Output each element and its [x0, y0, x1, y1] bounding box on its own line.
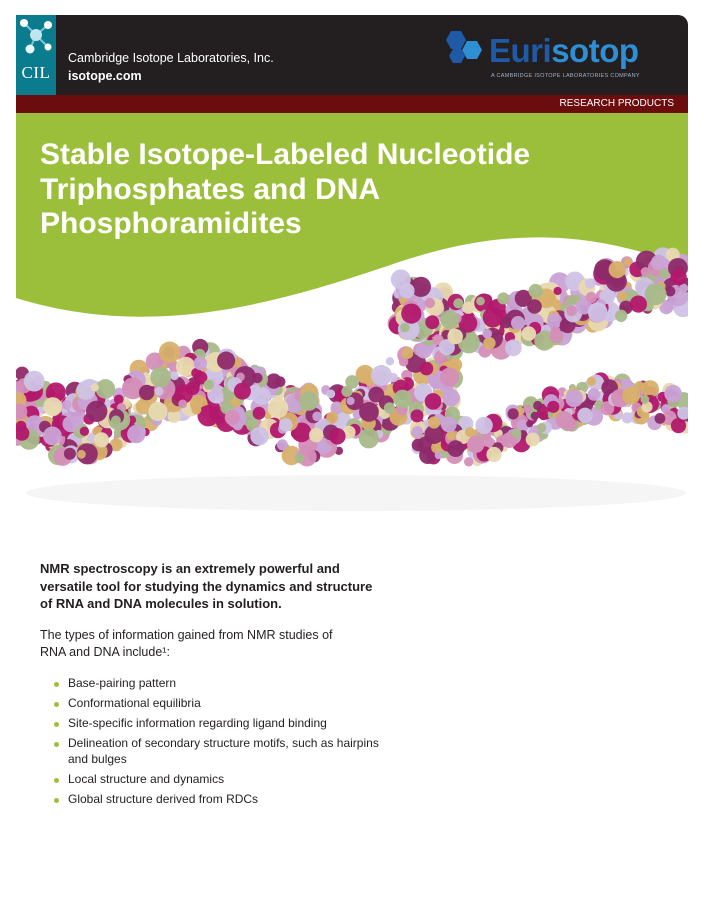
dna-atom-sphere — [400, 323, 409, 332]
dna-atom-sphere — [467, 436, 484, 453]
list-item — [54, 792, 384, 808]
dna-atom-sphere — [279, 418, 292, 431]
dna-atom-sphere — [294, 453, 304, 463]
dna-atom-sphere — [622, 412, 633, 423]
dna-atom-sphere — [641, 395, 650, 404]
dna-atom-sphere — [442, 389, 460, 407]
dna-atom-sphere — [505, 339, 522, 356]
dna-atom-sphere — [554, 287, 562, 295]
dna-atom-sphere — [483, 337, 495, 349]
dna-atom-sphere — [447, 440, 464, 457]
intro-paragraph: NMR spectroscopy is an extremely powerful and versatile tool for studying the dynamics and structure of RNA and DNA molecules in solution. — [40, 561, 373, 611]
dna-atom-sphere — [402, 347, 414, 359]
dna-atom-sphere — [24, 371, 45, 392]
dna-atom-sphere — [585, 278, 595, 288]
dna-atom-sphere — [234, 383, 251, 400]
eurisotop-logo[interactable] — [441, 29, 681, 85]
dna-atom-sphere — [359, 402, 379, 422]
company-name: Cambridge Isotope Laboratories, Inc. — [68, 51, 274, 65]
dna-atom-sphere — [537, 423, 546, 432]
list-item — [54, 772, 384, 788]
eurisotop-wordmark-part2: sotop — [551, 32, 639, 69]
dna-atom-sphere — [566, 305, 577, 316]
dna-atom-sphere — [465, 427, 475, 437]
dna-atom-sphere — [43, 397, 62, 416]
dna-atom-sphere — [475, 417, 492, 434]
dna-atom-sphere — [191, 405, 201, 415]
types-intro-paragraph: The types of information gained from NMR studies of RNA and DNA include¹: — [40, 628, 333, 659]
list-item — [54, 716, 384, 732]
dna-atom-sphere — [464, 457, 473, 466]
bullet-dot-icon — [54, 778, 59, 783]
dna-atom-sphere — [663, 302, 674, 313]
dna-atom-sphere — [114, 395, 124, 405]
dna-atom-sphere — [645, 283, 667, 305]
dna-atom-sphere — [425, 393, 442, 410]
dna-atom-sphere — [277, 439, 288, 450]
dna-atom-sphere — [391, 269, 411, 289]
dna-atom-sphere — [522, 326, 537, 341]
dna-atom-sphere — [447, 329, 463, 345]
dna-atom-sphere — [586, 292, 597, 303]
dna-atom-sphere — [309, 428, 323, 442]
dna-atom-sphere — [425, 298, 435, 308]
dna-atom-sphere — [659, 269, 669, 279]
dna-atom-sphere — [347, 397, 355, 405]
bullet-dot-icon — [54, 682, 59, 687]
list-item — [54, 736, 384, 767]
dna-atom-sphere — [577, 408, 592, 423]
page-header — [16, 15, 688, 95]
list-item-text: Base-pairing pattern — [68, 676, 177, 690]
dna-atom-sphere — [412, 439, 425, 452]
dna-atom-sphere — [217, 352, 235, 370]
dna-atom-sphere — [556, 411, 574, 429]
list-item-text: Local structure and dynamics — [68, 771, 225, 786]
list-item-text: Global structure derived from RDCs — [68, 791, 259, 806]
dna-atom-sphere — [482, 329, 492, 339]
dna-atom-sphere — [587, 377, 596, 386]
dna-atom-sphere — [299, 391, 319, 411]
dna-atom-sphere — [651, 255, 667, 271]
dna-atom-sphere — [64, 448, 76, 460]
dna-atom-sphere — [497, 292, 509, 304]
dna-atom-sphere — [501, 317, 513, 329]
dna-atom-sphere — [80, 427, 89, 436]
dna-atom-sphere — [655, 413, 666, 424]
dna-atom-sphere — [425, 315, 439, 329]
eurisotop-wordmark-part1: Euri — [489, 32, 552, 69]
dna-atom-sphere — [539, 411, 548, 420]
dna-atom-sphere — [250, 427, 268, 445]
dna-atom-sphere — [170, 371, 179, 380]
nmr-information-list — [54, 676, 384, 812]
list-item-text: Site-specific information regarding ligand binding — [68, 716, 327, 730]
molecule-icon — [16, 15, 56, 61]
dna-atom-sphere — [127, 425, 145, 443]
dna-atom-sphere — [550, 329, 564, 343]
dna-atom-sphere — [511, 316, 525, 330]
list-item-text: Delineation of secondary structure motifs, such as hairpins and bulges — [68, 736, 379, 766]
dna-atom-sphere — [440, 310, 459, 329]
list-item — [54, 696, 384, 712]
dna-atom-sphere — [526, 420, 533, 427]
dna-atom-sphere — [664, 385, 682, 403]
bullet-dot-icon — [54, 722, 59, 727]
dna-atom-sphere — [609, 261, 626, 278]
dna-atom-sphere — [194, 357, 208, 371]
dna-atom-sphere — [508, 408, 519, 419]
list-item — [54, 676, 384, 692]
dna-atom-sphere — [483, 307, 503, 327]
company-url[interactable]: isotope.com — [68, 69, 142, 83]
dna-atom-sphere — [670, 269, 686, 285]
dna-atom-sphere — [529, 284, 543, 298]
dna-atom-sphere — [150, 367, 171, 388]
dna-atom-sphere — [326, 412, 338, 424]
dna-atom-sphere — [326, 389, 335, 398]
dna-atom-sphere — [384, 402, 395, 413]
dna-atom-sphere — [77, 450, 86, 459]
dna-atom-sphere — [94, 432, 109, 447]
dna-atom-sphere — [155, 387, 164, 396]
dna-atom-sphere — [671, 418, 686, 433]
dna-atom-sphere — [329, 428, 346, 445]
dna-atom-sphere — [225, 410, 240, 425]
dna-atom-sphere — [588, 302, 608, 322]
dna-atom-sphere — [512, 429, 522, 439]
dna-atom-sphere — [139, 385, 154, 400]
dna-atom-sphere — [622, 387, 640, 405]
bullet-dot-icon — [54, 798, 59, 803]
dna-atom-sphere — [411, 409, 424, 422]
dna-atom-sphere — [533, 401, 542, 410]
dna-atom-sphere — [588, 388, 601, 401]
dna-atom-sphere — [388, 373, 398, 383]
dna-atom-sphere — [371, 365, 392, 386]
dna-atom-sphere — [486, 447, 501, 462]
cil-logo[interactable] — [16, 15, 56, 95]
dna-atom-sphere — [148, 402, 167, 421]
research-products-label: RESEARCH PRODUCTS — [559, 98, 674, 109]
dna-atom-sphere — [63, 416, 80, 433]
dna-atom-sphere — [359, 428, 379, 448]
dna-atom-sphere — [386, 357, 394, 365]
dna-atom-sphere — [91, 383, 99, 391]
dna-atom-sphere — [621, 379, 630, 388]
dna-atom-sphere — [412, 426, 423, 437]
dna-atom-sphere — [43, 427, 62, 446]
dna-atom-sphere — [204, 380, 214, 390]
dna-atom-sphere — [428, 416, 440, 428]
dna-atom-sphere — [476, 297, 485, 306]
dna-atom-sphere — [252, 373, 262, 383]
dna-atom-sphere — [524, 405, 533, 414]
dna-atom-sphere — [159, 342, 181, 364]
hexagon-icon — [441, 29, 487, 69]
dna-atom-sphere — [401, 304, 421, 324]
dna-atom-sphere — [435, 452, 443, 460]
dna-atom-sphere — [268, 398, 289, 419]
eurisotop-wordmark — [489, 29, 639, 73]
dna-atom-sphere — [630, 296, 647, 313]
dna-atom-sphere — [275, 376, 286, 387]
dna-atom-sphere — [393, 390, 412, 409]
dna-atom-sphere — [111, 416, 121, 426]
dna-atom-sphere — [368, 387, 384, 403]
dna-atom-sphere — [440, 368, 459, 387]
page-title: Stable Isotope-Labeled Nucleotide Triphosphates and DNA Phosphoramidites — [40, 138, 531, 240]
dna-atom-sphere — [62, 400, 72, 410]
list-item-text: Conformational equilibria — [68, 696, 201, 710]
dna-atom-sphere — [526, 433, 540, 447]
dna-atom-sphere — [253, 407, 266, 420]
bullet-dot-icon — [54, 702, 59, 707]
cil-logo-text: CIL — [21, 63, 51, 82]
dna-atom-sphere — [86, 401, 107, 422]
dna-atom-sphere — [565, 389, 583, 407]
dna-atom-sphere — [178, 400, 187, 409]
dna-atom-sphere — [462, 302, 474, 314]
dna-atom-sphere — [312, 412, 322, 422]
dna-atom-sphere — [531, 412, 539, 420]
dna-atom-sphere — [547, 401, 559, 413]
dna-atom-sphere — [341, 386, 352, 397]
eurisotop-tagline: A CAMBRIDGE ISOTOPE LABORATORIES COMPANY — [491, 73, 640, 79]
dna-atom-sphere — [615, 310, 627, 322]
dna-atom-sphere — [420, 362, 434, 376]
dna-atom-sphere — [617, 291, 627, 301]
research-products-band — [16, 95, 688, 113]
dna-atom-sphere — [453, 298, 463, 308]
bullet-dot-icon — [54, 742, 59, 747]
